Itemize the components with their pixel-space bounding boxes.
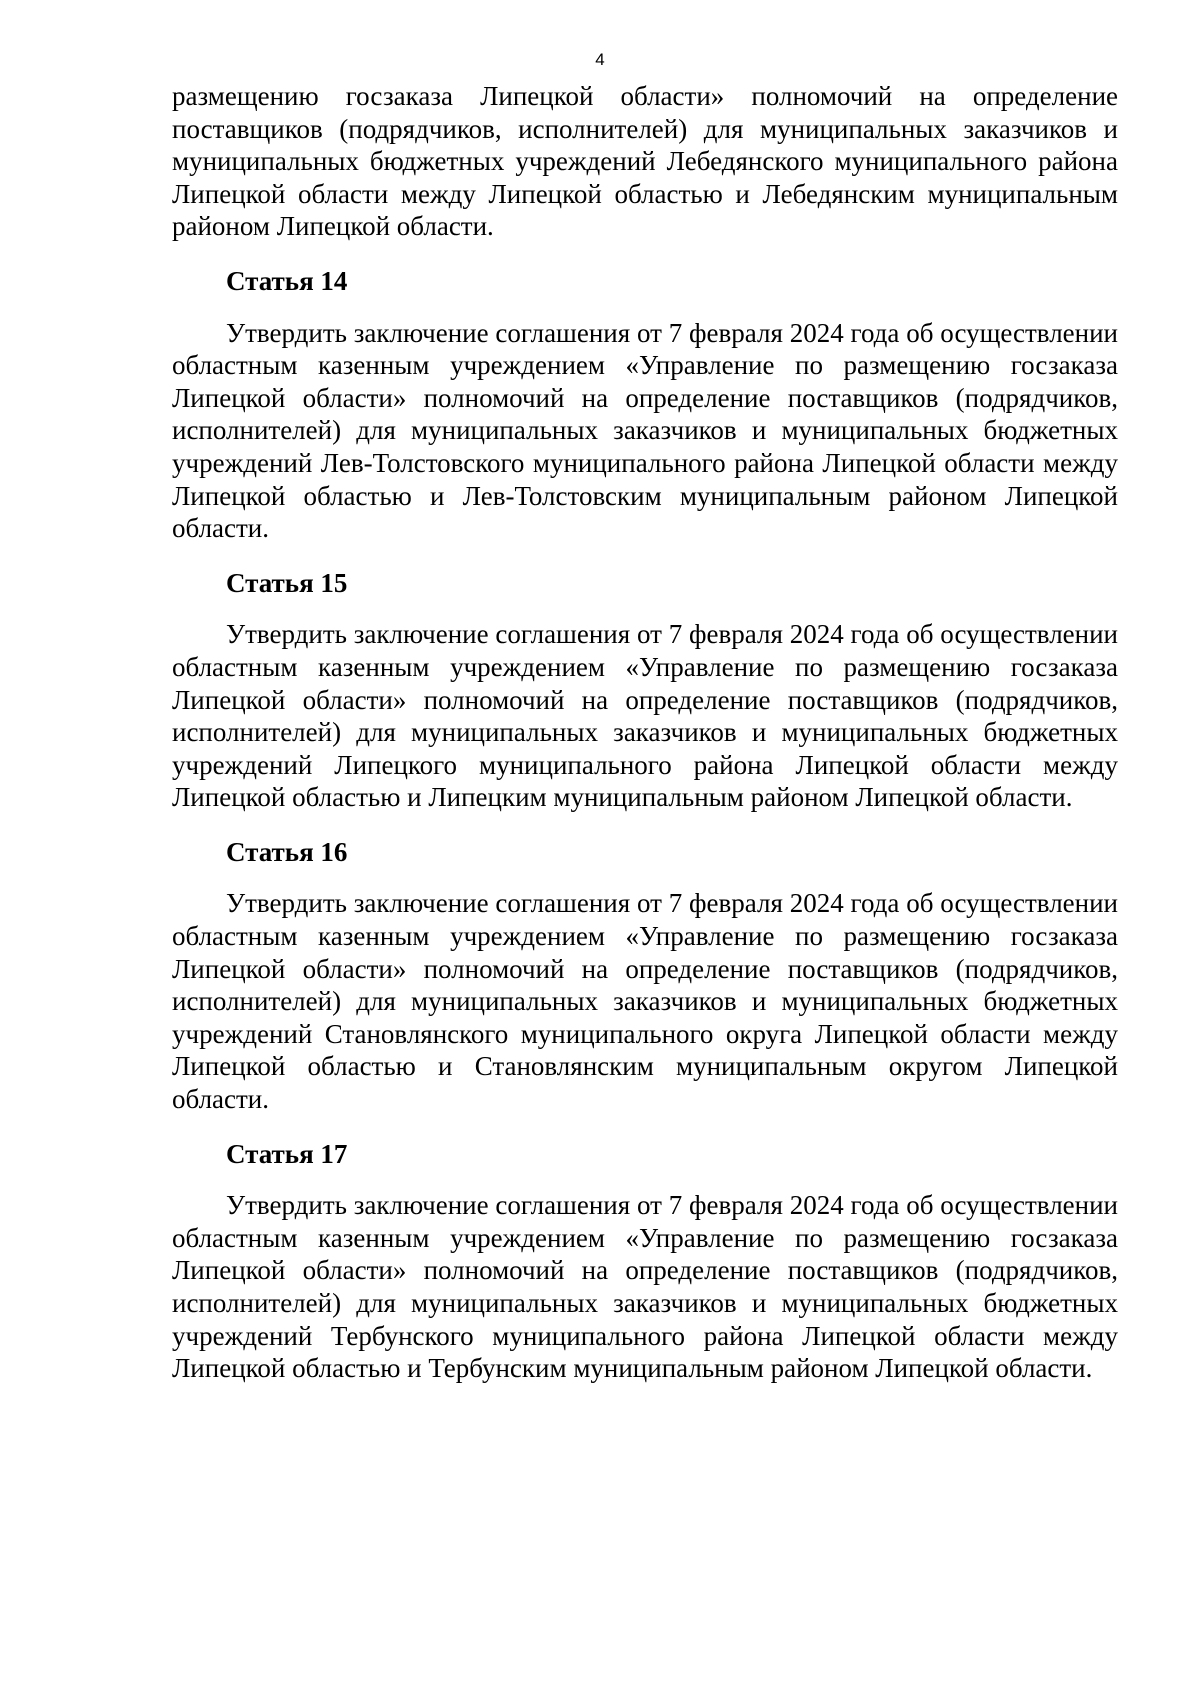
article-14	[172, 265, 1118, 545]
document-body	[172, 80, 1118, 1385]
article-17	[172, 1138, 1118, 1385]
page-number: 4	[595, 50, 605, 69]
article-paragraph: Утвердить заключение соглашения от 7 февраля 2024 года об осуществлении областным казенным учреждением «Управление по размещению госзаказа Липецкой области» полномочий на определение поставщиков (подрядчиков, исполнителей) для муниципальных заказчиков и муниципальных бюджетных учреждений Тербунского муниципального района Липецкой области между Липецкой областью и Тербунским муниципальным районом Липецкой области.	[172, 1190, 1118, 1384]
article-heading: Статья 17	[226, 1138, 348, 1169]
continuation-paragraph: размещению госзаказа Липецкой области» полномочий на определение поставщиков (подрядчиков, исполнителей) для муниципальных заказчиков и муниципальных бюджетных учреждений Лебедянского муниципального района Липецкой области между Липецкой областью и Лебедянским муниципальным районом Липецкой области.	[172, 81, 1118, 242]
article-heading: Статья 16	[226, 836, 348, 867]
article-heading: Статья 14	[226, 265, 348, 296]
article-heading: Статья 15	[226, 567, 348, 598]
article-15	[172, 567, 1118, 814]
article-paragraph: Утвердить заключение соглашения от 7 февраля 2024 года об осуществлении областным казенным учреждением «Управление по размещению госзаказа Липецкой области» полномочий на определение поставщиков (подрядчиков, исполнителей) для муниципальных заказчиков и муниципальных бюджетных учреждений Становлянского муниципального округа Липецкой области между Липецкой областью и Становлянским муниципальным округом Липецкой области.	[172, 888, 1118, 1115]
article-16	[172, 836, 1118, 1116]
article-paragraph: Утвердить заключение соглашения от 7 февраля 2024 года об осуществлении областным казенным учреждением «Управление по размещению госзаказа Липецкой области» полномочий на определение поставщиков (подрядчиков, исполнителей) для муниципальных заказчиков и муниципальных бюджетных учреждений Лев-Толстовского муниципального района Липецкой области между Липецкой областью и Лев-Толстовским муниципальным районом Липецкой области.	[172, 317, 1118, 544]
article-paragraph: Утвердить заключение соглашения от 7 февраля 2024 года об осуществлении областным казенным учреждением «Управление по размещению госзаказа Липецкой области» полномочий на определение поставщиков (подрядчиков, исполнителей) для муниципальных заказчиков и муниципальных бюджетных учреждений Липецкого муниципального района Липецкой области между Липецкой областью и Липецким муниципальным районом Липецкой области.	[172, 619, 1118, 813]
